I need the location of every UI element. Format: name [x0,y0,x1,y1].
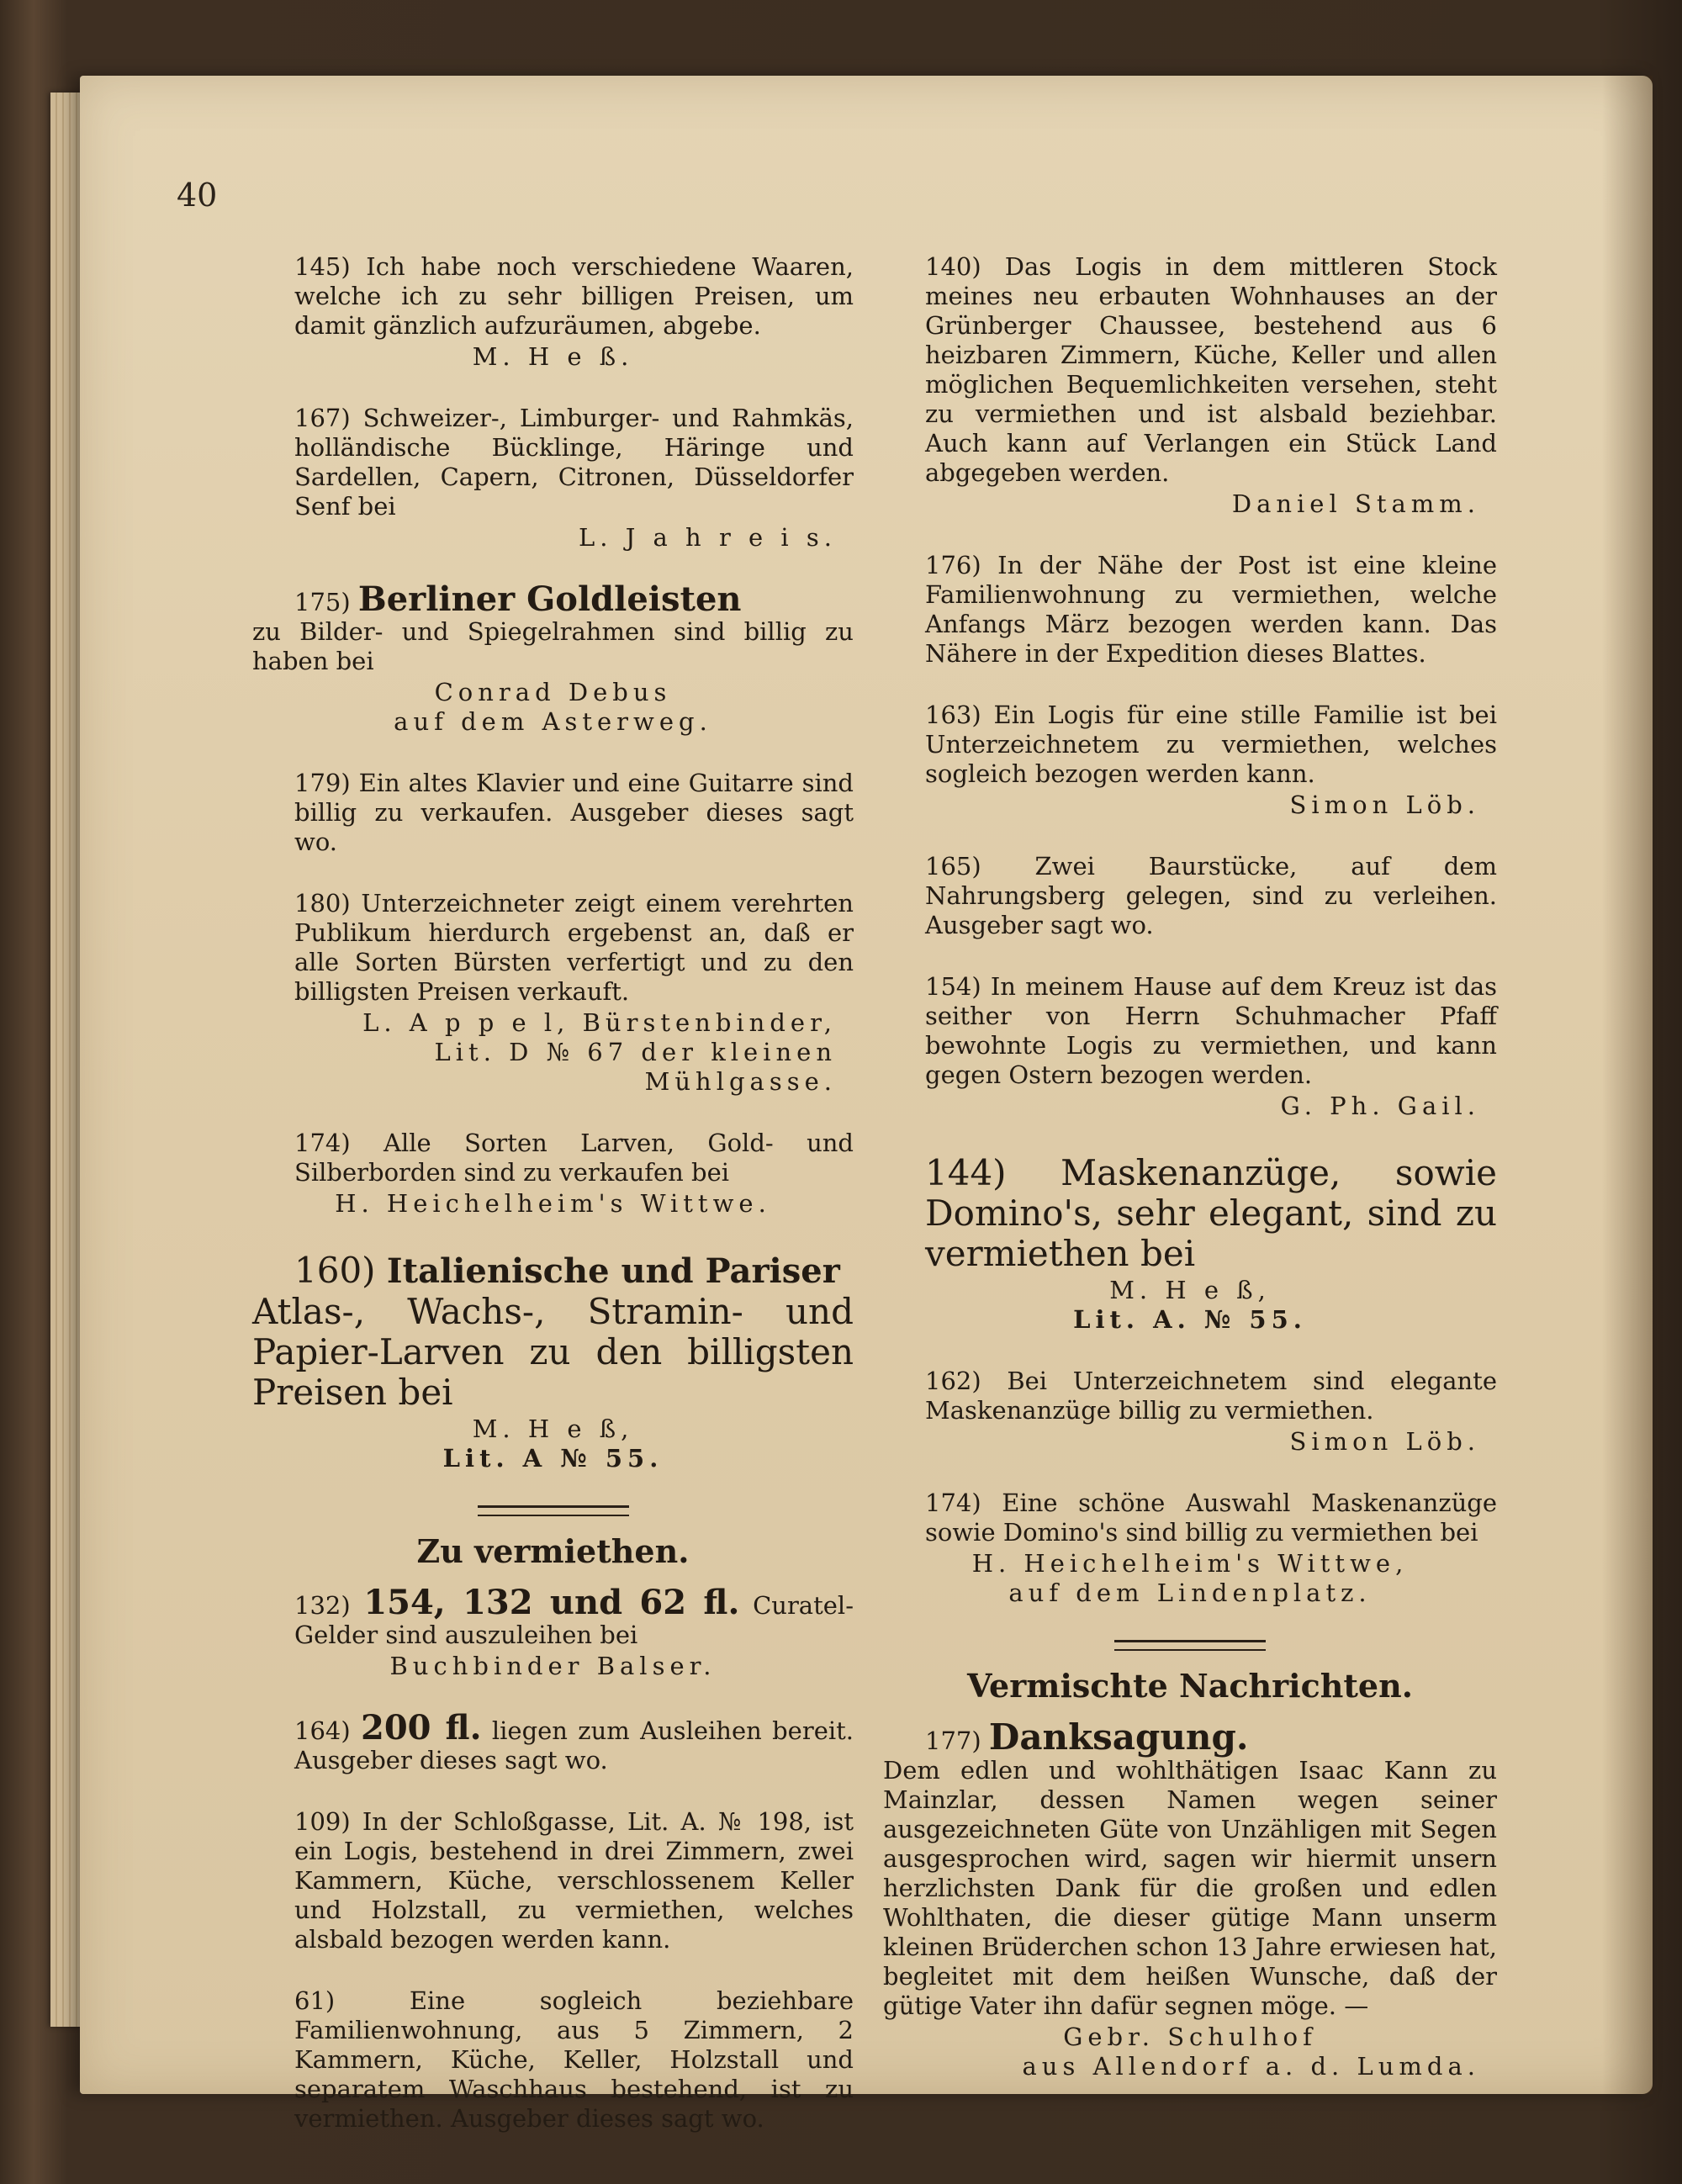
ad-text: 179) Ein altes Klavier und eine Guitarre sind billig zu verkaufen. Ausgeber dieses sagt wo. [294,769,854,856]
ad-text: 144) Maskenanzüge, sowie Domino's, sehr elegant, sind zu vermiethen bei [925,1152,1497,1274]
ad-signature: Daniel Stamm. [1231,489,1480,518]
ad-text: 165) Zwei Baurstücke, auf dem Nahrungsberg gelegen, sind zu verleihen. Ausgeber sagt wo. [925,852,1497,939]
ad-140 [883,252,1497,519]
ad-text: 174) Eine schöne Auswahl Maskenanzüge sowie Domino's sind billig zu vermiethen bei [925,1489,1497,1547]
ad-number: 160) [294,1250,376,1291]
ad-signature: H. Heichelheim's Wittwe, [971,1549,1409,1578]
section-title: Zu vermiethen. [416,1532,690,1570]
ad-heading-line [252,579,854,619]
ad-174-larven [252,1129,854,1219]
ad-signature: M. H e ß. [472,342,634,371]
ad-signature: Simon Löb. [1289,791,1480,819]
ad-text: 180) Unterzeichneter zeigt einem verehrten Publikum hierdurch ergebenst an, daß er alle Sorten Bürsten verfertigt und zu den billigsten Preisen verkauft. [294,889,854,1006]
ad-text: 176) In der Nähe der Post ist eine kleine Familienwohnung zu vermiethen, welche Anfangs März bezogen werden kann. Das Nähere in der Expedition dieses Blattes. [925,551,1497,668]
ad-176 [883,551,1497,669]
left-column [252,252,854,2165]
ad-number: 164) [294,1716,351,1745]
ad-text: zu Bilder- und Spiegelrahmen sind billig zu haben bei [252,617,854,675]
right-column [883,252,1497,2113]
ad-text: Curatel-Gelder sind auszuleihen bei [294,1591,854,1649]
ad-163 [883,701,1497,820]
ad-signature: Buchbinder Balser. [389,1652,717,1680]
ad-177 [883,1716,1497,2081]
section-title: Vermischte Nachrichten. [967,1667,1413,1705]
ad-text-line [252,1583,854,1650]
ad-text: Atlas-, Wachs-, Stramin- und Papier-Larven zu den billigsten Preisen bei [252,1291,854,1413]
ad-160 [252,1251,854,1473]
ad-signature: G. Ph. Gail. [1280,1092,1480,1120]
ad-167 [252,404,854,553]
ad-signature: Conrad Debus [434,678,672,706]
ad-address: Lit. A № 55. [442,1444,664,1473]
ad-text: 174) Alle Sorten Larven, Gold- und Silberborden sind zu verkaufen bei [294,1129,854,1187]
ad-text: 162) Bei Unterzeichnetem sind elegante Maskenanzüge billig zu vermiethen. [925,1367,1497,1425]
ad-109 [252,1807,854,1954]
ad-signature: H. Heichelheim's Wittwe. [335,1189,771,1218]
ad-text-line [252,1708,854,1775]
ad-heading: Danksagung. [988,1716,1249,1758]
ad-signature: Gebr. Schulhof [1063,2023,1317,2051]
page-number: 40 [177,177,218,214]
ad-address: Lit. A. № 55. [1073,1305,1307,1334]
ad-heading: Berliner Goldleisten [357,579,742,619]
ad-text: Dem edlen und wohlthätigen Isaac Kann zu Mainzlar, dessen Namen wegen seiner ausgezeichneten Güte von Unzähligen mit Segen ausgesprochen wird, sagen wir hiermit unsern herzlichsten Dank für die großen und edlen Wohlthaten, die dieser gütige Mann unserm kleinen Brüderchen schon 13 Jahre erwiesen hat, begleitet mit dem heißen Wunsche, daß der gütige Vater ihn dafür segnen möge. — [883,1756,1497,2020]
ad-signature: L. A p p e l, Bürstenbinder, [362,1008,837,1037]
ad-162 [883,1367,1497,1457]
spine-shadow [1602,76,1653,2094]
ad-text: 61) Eine sogleich beziehbare Familienwohnung, aus 5 Zimmern, 2 Kammern, Küche, Keller, Holzstall und separatem Waschhaus bestehend, ist zu vermiethen. Ausgeber dieses sagt wo. [294,1986,854,2133]
ad-heading: 154, 132 und 62 fl. [363,1583,740,1622]
ad-heading: 200 fl. [361,1708,482,1748]
ad-145 [252,252,854,372]
section-divider [478,1505,629,1516]
ad-text: 140) Das Logis in dem mittleren Stock meines neu erbauten Wohnhauses an der Grünberger Chaussee, bestehend aus 6 heizbaren Zimmern, Küche, Keller und allen möglichen Bequemlichkeiten versehen, steht zu vermiethen und ist alsbald beziehbar. Auch kann auf Verlangen ein Stück Land abgegeben werden. [925,252,1497,487]
ad-signature: M. H e ß, [472,1415,634,1443]
ad-174-masken [883,1489,1497,1608]
ad-heading-line [252,1251,854,1292]
ad-signature: Simon Löb. [1289,1427,1480,1456]
ad-heading-line [883,1716,1497,1758]
ad-text: liegen zum Ausleihen bereit. Ausgeber dieses sagt wo. [294,1716,854,1774]
ad-164 [252,1708,854,1775]
ad-175 [252,579,854,737]
ad-144 [883,1153,1497,1335]
ad-165 [883,852,1497,940]
ad-text: 109) In der Schloßgasse, Lit. A. № 198, ist ein Logis, bestehend in drei Zimmern, zwei Kammern, Küche, verschlossenem Keller und Holzstall, zu vermiethen, welches alsbald bezogen werden kann. [294,1807,854,1954]
ad-number: 177) [925,1727,981,1755]
ad-text: 167) Schweizer-, Limburger- und Rahmkäs, holländische Bücklinge, Häringe und Sardellen, Capern, Citronen, Düsseldorfer Senf bei [294,404,854,521]
ad-179 [252,769,854,857]
ad-text: 145) Ich habe noch verschiedene Waaren, welche ich zu sehr billigen Preisen, um damit gänzlich aufzuräumen, abgebe. [294,252,854,340]
ad-number: 132) [294,1591,351,1620]
ad-number: 175) [294,588,351,616]
ad-text: 163) Ein Logis für eine stille Familie ist bei Unterzeichnetem zu vermiethen, welches sogleich bezogen werden kann. [925,701,1497,788]
ad-154 [883,972,1497,1121]
ad-address: auf dem Asterweg. [394,707,712,736]
ad-text: 154) In meinem Hause auf dem Kreuz ist das seither von Herrn Schuhmacher Pfaff bewohnte Logis zu vermiethen, und kann gegen Ostern bezogen werden. [925,972,1497,1089]
section-divider [1114,1640,1266,1651]
ad-address: aus Allendorf a. d. Lumda. [1022,2052,1480,2081]
ad-address: Lit. D № 67 der kleinen Mühlgasse. [434,1038,837,1096]
ad-180 [252,889,854,1097]
ad-heading: Italienische und Pariser [386,1251,840,1291]
ad-signature: M. H e ß, [1109,1276,1271,1304]
ad-signature: L. J a h r e i s. [579,523,837,552]
page-edge [50,93,84,2027]
ad-61 [252,1986,854,2134]
ad-132 [252,1583,854,1681]
ad-address: auf dem Lindenplatz. [1008,1579,1372,1607]
